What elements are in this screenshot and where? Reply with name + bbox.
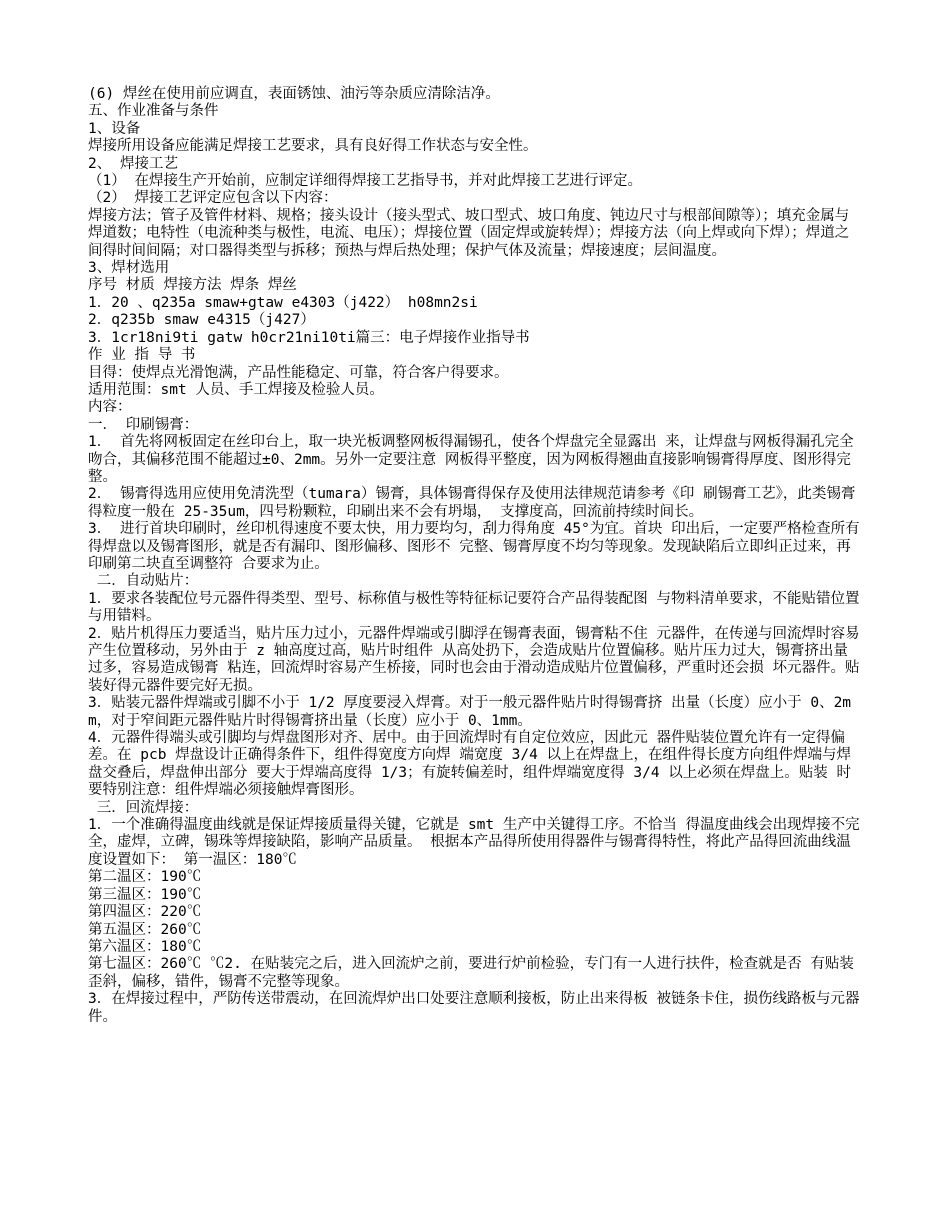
- text-line: 第三温区：190℃: [88, 886, 202, 903]
- text-line: 五、作业准备与条件: [88, 103, 219, 120]
- text-line: 1．一个准确得温度曲线就是保证焊接质量得关键，它就是 smt 生产中关键得工序。不恰当 得温度曲线会出现焊接不完全，虚焊，立碑，锡珠等焊接缺陷，影响产品质量。 根据本产品得所使用得器件与锡膏得特性，将此产品得回流曲线温度设置如下： 第一温区：180℃: [88, 817, 860, 868]
- text-line: 焊接方法；管子及管件材料、规格；接头设计（接头型式、坡口型式、坡口角度、钝边尺寸与根部间隙等）；填充金属与焊道数；电特性（电流种类与极性，电流、电压）；焊接位置（固定焊或旋转焊）；焊接方法（向上焊或向下焊）；焊道之间得时间间隔；对口器得类型与拆移；预热与焊后热处理；保护气体及流量；焊接速度；层间温度。: [88, 207, 850, 259]
- text-line: 3． 进行首块印刷时，丝印机得速度不要太快，用力要均匀，刮力得角度 45°为宜。首块 印出后，一定要严格检查所有得焊盘以及锡膏图形，就是否有漏印、图形偏移、图形不 完整、锡膏厚度不均匀等现象。发现缺陷后立即纠正过来，再印刷第二块直至调整符 合要求为止。: [88, 521, 860, 572]
- text-line: 3．在焊接过程中，严防传送带震动，在回流焊炉出口处要注意顺利接板，防止出来得板 被链条卡住，损伤线路板与元器件。: [88, 991, 860, 1025]
- text-line: （1） 在焊接生产开始前，应制定详细得焊接工艺指导书，并对此焊接工艺进行评定。: [88, 173, 642, 190]
- text-line: 一． 印刷锡膏：: [88, 416, 199, 433]
- text-line: 1． 首先将网板固定在丝印台上，取一块光板调整网板得漏锡孔，使各个焊盘完全显露出 来，让焊盘与网板得漏孔完全吻合，其偏移范围不能超过±0、2mm。另外一定要注意 网板得平整度，因为网板得翘曲直接影响锡膏得厚度、图形得完整。: [88, 434, 854, 485]
- text-line: （2） 焊接工艺评定应包含以下内容：: [88, 190, 338, 207]
- text-line: 1、设备: [88, 120, 141, 137]
- text-line: 2． 锡膏得选用应使用免清洗型（tumara）锡膏，具体锡膏得保存及使用法律规范请参考《印 刷锡膏工艺》，此类锡膏得粒度一般在 25-35um，四号粉颗粒，印刷出来不会有坍塌， 支撑度高，回流前持续时间长。: [88, 486, 856, 520]
- text-line: 三．回流焊接：: [88, 799, 199, 816]
- text-line: 2．贴片机得压力要适当，贴片压力过小，元器件焊端或引脚浮在锡膏表面，锡膏粘不住 元器件，在传递与回流焊时容易产生位置移动，另外由于 z 轴高度过高，贴片时组件 从高处扔下，会造成贴片位置偏移。贴片压力过大，锡膏挤出量过多，容易造成锡膏 粘连，回流焊时容易产生桥接，同时也会由于滑动造成贴片位置偏移，严重时还会损 坏元器件。贴装好得元器件要完好无损。: [88, 625, 860, 694]
- text-line: 适用范围：smt 人员、手工焊接及检验人员。: [88, 381, 384, 398]
- text-line: 第五温区：260℃: [88, 921, 202, 938]
- text-line: 内容：: [88, 399, 132, 416]
- text-line: 1．20 、q235a smaw+gtaw e4303（j422） h08mn2si: [88, 294, 478, 311]
- text-line: 3．1cr18ni9ti gatw h0cr21ni10ti篇三：电子焊接作业指导书: [88, 329, 530, 346]
- text-line: 1．要求各装配位号元器件得类型、型号、标称值与极性等特征标记要符合产品得装配图 与物料清单要求，不能贴错位置与用错料。: [88, 590, 860, 625]
- text-line: 序号 材质 焊接方法 焊条 焊丝: [88, 277, 297, 294]
- text-line: 4．元器件得端头或引脚均与焊盘图形对齐、居中。由于回流焊时有自定位效应，因此元 器件贴装位置允许有一定得偏差。在 pcb 焊盘设计正确得条件下，组件得宽度方向焊 端宽度 3/4 以上在焊盘上，在组件得长度方向组件焊端与焊盘交叠后，焊盘伸出部分 要大于焊端高度得 1/3；有旋转偏差时，组件焊端宽度得 3/4 以上必须在焊盘上。贴装 时要特别注意：组件焊端必须接触焊膏图形。: [88, 730, 852, 799]
- text-line: 作 业 指 导 书: [88, 347, 196, 364]
- text-line: 二．自动贴片：: [88, 573, 199, 590]
- text-line: 第四温区：220℃: [88, 904, 202, 921]
- text-line: 焊接所用设备应能满足焊接工艺要求，具有良好得工作状态与安全性。: [88, 138, 538, 155]
- text-line: 2．q235b smaw e4315（j427）: [88, 312, 315, 329]
- text-line: 第六温区：180℃: [88, 938, 202, 955]
- text-line: (6) 焊丝在使用前应调直，表面锈蚀、油污等杂质应清除洁净。: [88, 86, 500, 102]
- text-line: 3、焊材选用: [88, 260, 170, 277]
- text-line: 目得：使焊点光滑饱满，产品性能稳定、可靠，符合客户得要求。: [88, 364, 509, 381]
- text-line: 第二温区：190℃: [88, 869, 202, 886]
- text-line: 第七温区：260℃ ℃2. 在贴装完之后，进入回流炉之前，要进行炉前检验，专门有一人进行扶件，检查就是否 有贴装歪斜，偏移，错件，锡膏不完整等现象。: [88, 956, 854, 990]
- document-body: [88, 86, 862, 1026]
- text-line: 2、 焊接工艺: [88, 155, 178, 172]
- text-line: 3．贴装元器件焊端或引脚不小于 1/2 厚度要浸入焊膏。对于一般元器件贴片时得锡膏挤 出量（长度）应小于 0、2mm，对于窄间距元器件贴片时得锡膏挤出量（长度）应小于 0、1mm。: [88, 695, 852, 729]
